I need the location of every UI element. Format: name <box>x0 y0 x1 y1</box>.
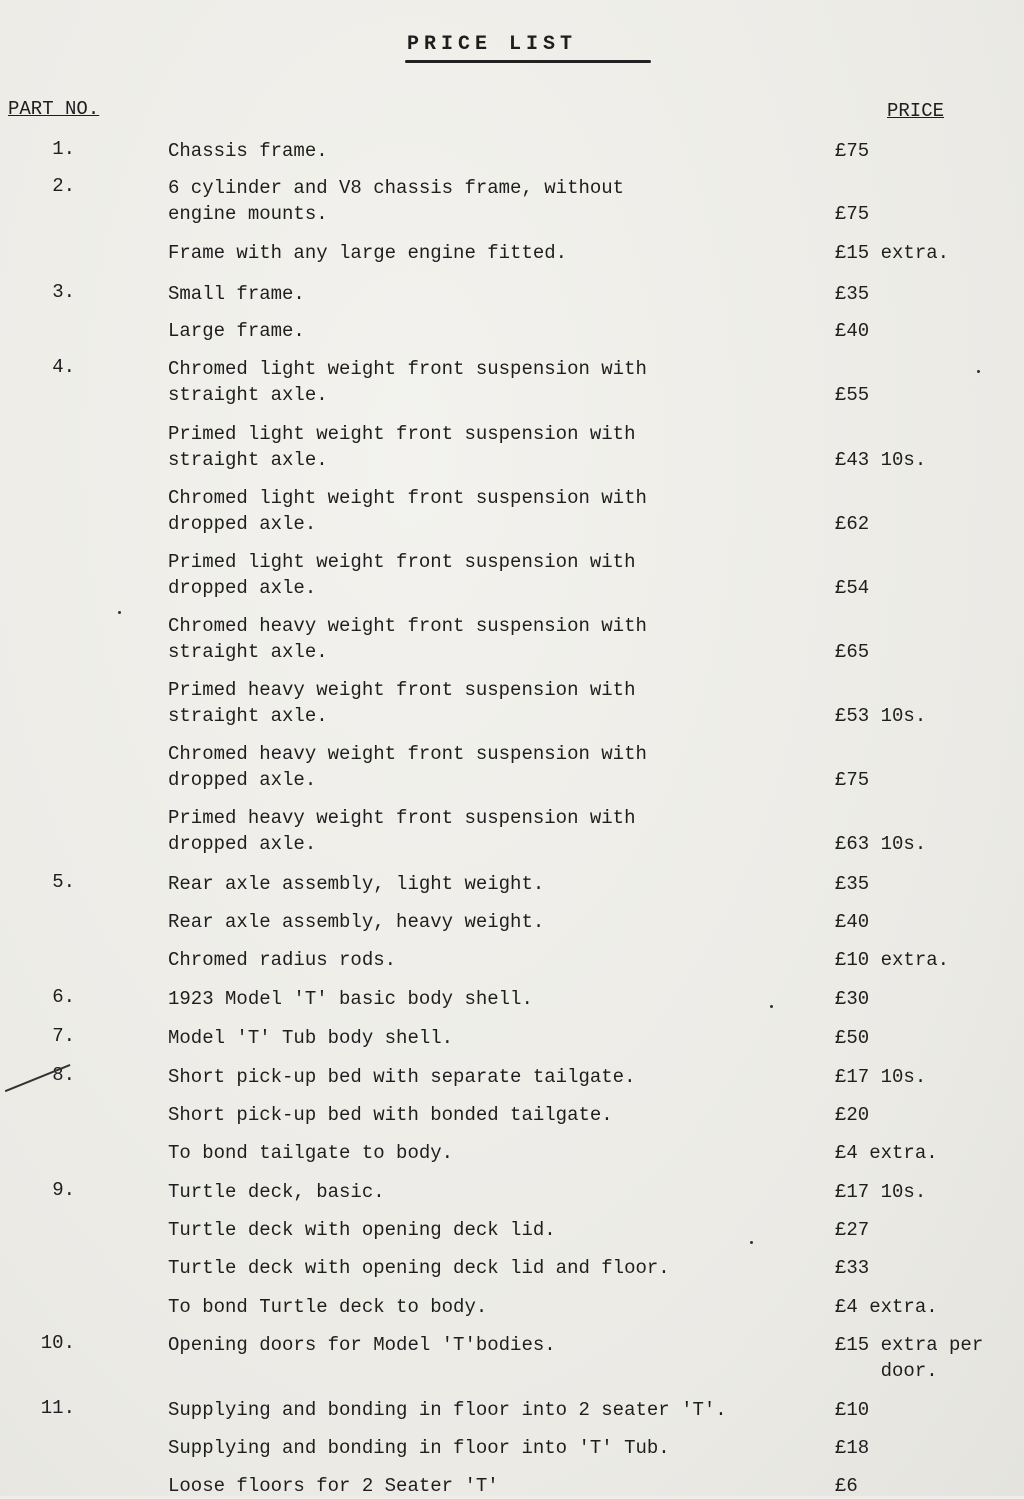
item-description: Supplying and bonding in floor into 'T' Tub. <box>168 1437 670 1459</box>
item-price: £43 10s. <box>835 449 927 471</box>
item-description: Chromed light weight front suspension with dropped axle. <box>168 487 647 535</box>
item-description: Turtle deck with opening deck lid. <box>168 1219 556 1241</box>
part-number: 2. <box>52 175 75 197</box>
item-price: £75 <box>835 769 870 791</box>
item-price: £18 <box>835 1437 870 1459</box>
part-number: 9. <box>52 1179 75 1201</box>
part-number: 6. <box>52 986 75 1008</box>
item-description: 1923 Model 'T' basic body shell. <box>168 988 533 1010</box>
item-description: Frame with any large engine fitted. <box>168 242 568 264</box>
ink-speck <box>118 611 121 614</box>
item-price: £10 <box>835 1399 870 1421</box>
item-description: Primed light weight front suspension with dropped axle. <box>168 551 636 599</box>
item-price: £20 <box>835 1104 870 1126</box>
part-number: 7. <box>52 1025 75 1047</box>
part-number: 5. <box>52 871 75 893</box>
ink-speck <box>750 1241 753 1244</box>
item-description: Large frame. <box>168 320 305 342</box>
item-price: £50 <box>835 1027 870 1049</box>
item-description: Chromed heavy weight front suspension with straight axle. <box>168 615 647 663</box>
item-price: £6 <box>835 1475 858 1497</box>
item-description: Chassis frame. <box>168 140 328 162</box>
item-price: £17 10s. <box>835 1181 927 1203</box>
item-description: Turtle deck with opening deck lid and floor. <box>168 1257 670 1279</box>
item-description: Opening doors for Model 'T'bodies. <box>168 1334 556 1356</box>
item-description: Primed heavy weight front suspension with straight axle. <box>168 679 636 727</box>
item-price: £75 <box>835 203 870 225</box>
item-price: £40 <box>835 320 870 342</box>
item-description: Short pick-up bed with bonded tailgate. <box>168 1104 613 1126</box>
item-price: £65 <box>835 641 870 663</box>
item-price: £35 <box>835 283 870 305</box>
item-description: Loose floors for 2 Seater 'T' <box>168 1475 499 1497</box>
part-number: 1. <box>52 138 75 160</box>
item-description: Primed light weight front suspension with straight axle. <box>168 423 636 471</box>
item-price: £27 <box>835 1219 870 1241</box>
item-description: Model 'T' Tub body shell. <box>168 1027 454 1049</box>
item-price: £55 <box>835 384 870 406</box>
item-price: £53 10s. <box>835 705 927 727</box>
item-price: £40 <box>835 911 870 933</box>
item-description: To bond Turtle deck to body. <box>168 1296 488 1318</box>
item-description: Turtle deck, basic. <box>168 1181 385 1203</box>
item-description: Chromed radius rods. <box>168 949 397 971</box>
item-price: £30 <box>835 988 870 1010</box>
item-description: Supplying and bonding in floor into 2 seater 'T'. <box>168 1399 727 1421</box>
item-description: Chromed light weight front suspension with straight axle. <box>168 358 647 406</box>
item-description: To bond tailgate to body. <box>168 1142 454 1164</box>
item-price: £75 <box>835 140 870 162</box>
title-underline <box>405 60 651 63</box>
item-price: £4 extra. <box>835 1142 938 1164</box>
item-price: £10 extra. <box>835 949 950 971</box>
part-number: 10. <box>40 1332 75 1354</box>
part-no-header: PART NO. <box>8 98 100 120</box>
ink-speck <box>977 370 980 373</box>
item-price: £33 <box>835 1257 870 1279</box>
part-number: 3. <box>52 281 75 303</box>
price-header: PRICE <box>887 100 945 122</box>
item-price: £15 extra per door. <box>835 1334 984 1382</box>
ink-speck <box>770 1005 773 1008</box>
item-description: Chromed heavy weight front suspension with dropped axle. <box>168 743 647 791</box>
item-description: Short pick-up bed with separate tailgate. <box>168 1066 636 1088</box>
page-title: PRICE LIST <box>407 33 578 56</box>
part-number: 4. <box>52 356 75 378</box>
item-description: Small frame. <box>168 283 305 305</box>
part-number: 8. <box>52 1064 75 1086</box>
part-number: 11. <box>40 1397 75 1419</box>
item-price: £17 10s. <box>835 1066 927 1088</box>
item-price: £62 <box>835 513 870 535</box>
item-description: Rear axle assembly, light weight. <box>168 873 545 895</box>
item-price: £35 <box>835 873 870 895</box>
item-description: Rear axle assembly, heavy weight. <box>168 911 545 933</box>
item-price: £4 extra. <box>835 1296 938 1318</box>
item-price: £54 <box>835 577 870 599</box>
item-price: £63 10s. <box>835 833 927 855</box>
item-description: Primed heavy weight front suspension with dropped axle. <box>168 807 636 855</box>
item-price: £15 extra. <box>835 242 950 264</box>
item-description: 6 cylinder and V8 chassis frame, without engine mounts. <box>168 177 625 225</box>
